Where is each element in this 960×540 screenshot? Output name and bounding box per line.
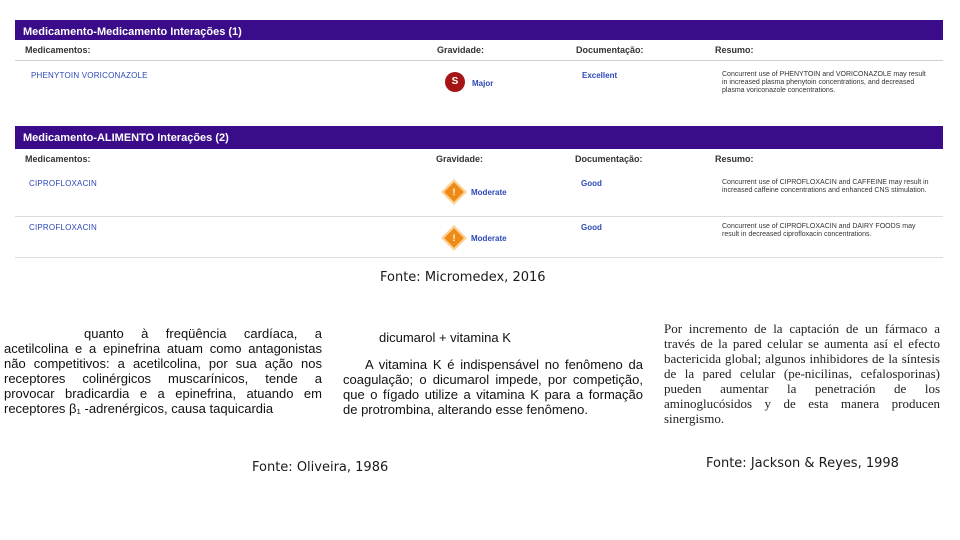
exclamation-icon: ! — [452, 233, 456, 243]
documentation-link[interactable]: Good — [581, 179, 602, 188]
interaction-row — [15, 61, 943, 105]
severity-label: Moderate — [471, 234, 507, 243]
panel-title: Medicamento-ALIMENTO Interações (2) — [15, 126, 943, 149]
header-severity: Gravidade: — [437, 45, 485, 55]
moderate-severity-icon — [441, 225, 466, 250]
excerpt-text: A vitamina K é indispensável no fenômeno da coagulação; o dicumarol impede, por competição, que o fígado utilize a vitamina K para a formação de protrombina, alterando esse fenômeno. — [343, 357, 643, 417]
header-documentation: Documentação: — [576, 45, 644, 55]
drug-link[interactable]: CIPROFLOXACIN — [29, 179, 97, 188]
drug-link[interactable]: PHENYTOIN VORICONAZOLE — [31, 71, 148, 80]
excerpt-oliveira — [4, 326, 322, 416]
severity-label: Moderate — [471, 188, 507, 197]
drug-link[interactable]: CIPROFLOXACIN — [29, 223, 97, 232]
interaction-row — [15, 217, 943, 258]
column-headers — [15, 149, 943, 169]
excerpt-text: Por incremento de la captación de un fármaco a través de la pared celular se aumenta así el efecto bactericida global; algunos inhibidores de la síntesis de la pared celular (pe-nicilinas, cefalosporinas) pueden aumentar la penetración de los aminoglucósidos y de esta manera producen sinergismo. — [664, 321, 940, 426]
drug-food-panel — [15, 126, 943, 258]
drug-drug-panel — [15, 20, 943, 105]
documentation-link[interactable]: Good — [581, 223, 602, 232]
header-documentation: Documentação: — [575, 154, 643, 164]
header-summary: Resumo: — [715, 45, 754, 55]
excerpt-vitamin-k — [343, 330, 643, 417]
excerpt-title: dicumarol + vitamina K — [379, 330, 511, 345]
column-headers — [15, 40, 943, 61]
header-severity: Gravidade: — [436, 154, 484, 164]
panel-title: Medicamento-Medicamento Interações (1) — [15, 20, 943, 40]
source-micromedex: Fonte: Micromedex, 2016 — [380, 270, 546, 285]
major-severity-icon: S — [445, 72, 465, 92]
summary-text: Concurrent use of CIPROFLOXACIN and CAFFEINE may result in increased caffeine concentrations and enhanced CNS stimulation. — [722, 179, 929, 194]
severity-label: Major — [472, 79, 494, 88]
header-drugs: Medicamentos: — [25, 154, 91, 164]
excerpt-jackson — [664, 321, 940, 426]
source-oliveira: Fonte: Oliveira, 1986 — [252, 460, 389, 475]
header-summary: Resumo: — [715, 154, 754, 164]
summary-text: Concurrent use of CIPROFLOXACIN and DAIRY FOODS may result in decreased ciprofloxacin concentrations. — [722, 223, 916, 238]
summary-text: Concurrent use of PHENYTOIN and VORICONAZOLE may result in increased plasma phenytoin concentrations, and decreased plasma voriconazole concentrations. — [722, 71, 926, 94]
interaction-row — [15, 169, 943, 217]
excerpt-text: quanto à freqüência cardíaca, a acetilcolina e a epinefrina atuam como antagonistas não competitivos: a acetilcolina, por sua ação nos receptores colinérgicos muscarínicos, tende a provocar bradicardia e a epinefrina, atuando em receptores β₁ -adrenérgicos, causa taquicardia — [4, 326, 322, 416]
moderate-severity-icon — [441, 179, 466, 204]
header-drugs: Medicamentos: — [25, 45, 91, 55]
exclamation-icon: ! — [452, 187, 456, 197]
source-jackson: Fonte: Jackson & Reyes, 1998 — [706, 456, 899, 471]
documentation-link[interactable]: Excellent — [582, 71, 618, 80]
